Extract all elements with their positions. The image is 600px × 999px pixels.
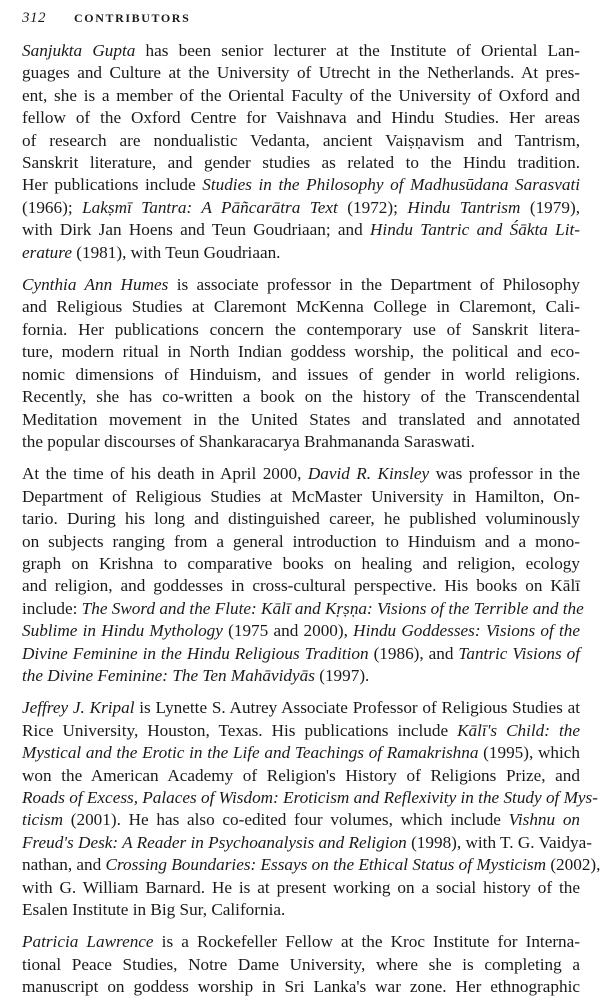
text-run: nathan, and (22, 855, 106, 875)
text-run: graph on Krishna to comparative books on healing and religion, ecology (22, 553, 580, 573)
text-line (22, 62, 580, 84)
text-run: At the time of his death in April 2000, (22, 464, 308, 484)
text-line (22, 954, 580, 976)
text-run: Her publications include (22, 175, 203, 195)
italic-text: Hindu Goddesses: Visions of the (353, 621, 580, 641)
text-line (22, 575, 580, 597)
text-line (22, 386, 580, 408)
text-run: is Lynette S. Autrey Associate Professor of Religious Studies at (134, 698, 580, 718)
text-run: ent, she is a member of the Oriental Faculty of the University of Oxford and (22, 85, 580, 105)
contributor-entry (22, 274, 580, 453)
italic-text: Studies in the Philosophy of Madhusūdana Sarasvati (202, 175, 580, 195)
italic-text: erature (22, 242, 72, 262)
text-line (22, 854, 600, 876)
text-line (22, 463, 580, 485)
italic-text: The Sword and the Flute: Kālī and Kṛṣṇa: Visions of the Terrible and the (81, 598, 584, 618)
running-head (22, 10, 580, 40)
italic-text: Hindu Tantrism (407, 197, 521, 217)
text-line (22, 40, 580, 62)
italic-text: ticism (22, 810, 64, 830)
text-run: (1986), and (368, 643, 459, 663)
text-line (22, 931, 580, 953)
italic-text: Jeffrey J. Kripal (22, 698, 135, 718)
text-line (22, 242, 580, 264)
text-run: and Religious Studies at Claremont McKenna College in Claremont, Cali- (22, 297, 580, 317)
text-line (22, 553, 580, 575)
text-run: on subjects ranging from a general introduction to Hinduism and a mono- (22, 531, 580, 551)
italic-text: Freud's Desk: A Reader in Psychoanalysis and Religion (22, 832, 407, 852)
text-run: and religion, and goddesses in cross-cultural perspective. His books on Kālī (22, 576, 580, 596)
text-line (22, 409, 580, 431)
text-run: guages and Culture at the University of Utrecht in the Netherlands. At pres- (22, 63, 580, 83)
italic-text: Crossing Boundaries: Essays on the Ethical Status of Mysticism (105, 855, 547, 875)
contributor-entry (22, 697, 600, 921)
text-line (22, 174, 580, 196)
text-line (22, 486, 580, 508)
text-run: Meditation movement in the United States and translated and annotated (22, 409, 580, 429)
text-run: (2002), (546, 855, 600, 875)
text-run: (1979), (520, 197, 580, 217)
italic-text: Cynthia Ann Humes (22, 275, 169, 295)
text-run: Sanskrit literature, and gender studies as related to the Hindu tradition. (22, 153, 580, 173)
text-line (22, 899, 580, 921)
text-line (22, 877, 580, 899)
italic-text: Sublime in Hindu Mythology (22, 621, 223, 641)
text-line (22, 197, 580, 219)
text-run: Recently, she has co-written a book on the history of the Transcendental (22, 387, 580, 407)
text-run: fornia. Her publications concern the contemporary use of Sanskrit litera- (22, 319, 580, 339)
text-run: won the American Academy of Religion's History of Religions Prize, and (22, 765, 580, 785)
text-line (22, 643, 580, 665)
text-run: of research are nondualistic Vedanta, ancient Vaiṣṇavism and Tantrism, (22, 130, 580, 150)
text-line (22, 765, 580, 787)
text-line (22, 274, 580, 296)
text-run: the popular discourses of Shankaracarya Brahmananda Saraswati. (22, 431, 475, 451)
text-run: (1995), which (478, 743, 580, 763)
text-line (22, 364, 580, 386)
text-line (22, 431, 580, 453)
contributor-entry (22, 931, 580, 998)
text-line (22, 85, 580, 107)
text-run: fellow of the Oxford Centre for Vaishnava and Hindu Studies. Her areas (22, 108, 580, 128)
text-run: nomic dimensions of Hinduism, and issues of gender in world religions. (22, 364, 580, 384)
text-line (22, 107, 580, 129)
text-run: (1997). (314, 665, 370, 685)
text-run: Esalen Institute in Big Sur, California. (22, 900, 286, 920)
text-line (22, 742, 580, 764)
text-line (22, 832, 592, 854)
text-run: include: (22, 598, 82, 618)
italic-text: Patricia Lawrence (22, 932, 154, 952)
italic-text: the Divine Feminine: The Ten Mahāvidyās (22, 665, 315, 685)
contributor-list (22, 40, 600, 999)
italic-text: Tantric Visions of (458, 643, 581, 663)
contributor-entry (22, 40, 580, 264)
text-run: Department of Religious Studies at McMaster University in Hamilton, On- (22, 486, 580, 506)
italic-text: Mystical and the Erotic in the Life and Teachings of Ramakrishna (22, 743, 479, 763)
text-run: is associate professor in the Department of Philosophy (168, 275, 580, 295)
text-run: ture, modern ritual in North Indian goddess worship, the political and eco- (22, 342, 580, 362)
text-line (22, 296, 580, 318)
text-line (22, 809, 580, 831)
text-line (22, 152, 580, 174)
text-line (22, 697, 580, 719)
text-run: tional Peace Studies, Notre Dame University, where she is completing a (22, 954, 580, 974)
contributor-entry (22, 463, 584, 687)
text-run: manuscript on goddess worship in Sri Lanka's war zone. Her ethnographic (22, 977, 580, 997)
text-run: is a Rockefeller Fellow at the Kroc Institute for Interna- (153, 932, 580, 952)
text-run: (1981), with Teun Goudriaan. (71, 242, 281, 262)
text-line (22, 787, 598, 809)
text-line (22, 130, 580, 152)
text-line (22, 598, 584, 620)
text-run: Rice University, Houston, Texas. His publications include (22, 720, 458, 740)
italic-text: Sanjukta Gupta (22, 41, 136, 60)
text-run: (2001). He has also co-edited four volumes, which include (63, 810, 509, 830)
text-run: (1972); (337, 197, 408, 217)
text-line (22, 219, 580, 241)
italic-text: David R. Kinsley (307, 464, 430, 484)
italic-text: Hindu Tantric and Śākta Lit- (370, 220, 580, 240)
text-line (22, 508, 580, 530)
text-run: (1998), with T. G. Vaidya- (406, 832, 592, 852)
text-run: with G. William Barnard. He is at present working on a social history of the (22, 877, 580, 897)
text-line (22, 976, 580, 998)
italic-text: Kālī's Child: the (457, 720, 580, 740)
italic-text: Divine Feminine in the Hindu Religious Tradition (22, 643, 369, 663)
section-title: CONTRIBUTORS (74, 11, 191, 25)
text-line (22, 319, 580, 341)
text-run: has been senior lecturer at the Institute of Oriental Lan- (135, 41, 580, 60)
italic-text: Roads of Excess, Palaces of Wisdom: Eroticism and Reflexivity in the Study of Mys- (22, 788, 598, 807)
text-line (22, 665, 580, 687)
italic-text: Vishnu on (508, 810, 581, 830)
text-line (22, 620, 580, 642)
text-line (22, 720, 580, 742)
text-run: (1975 and 2000), (222, 621, 354, 641)
text-run: was professor in the (429, 464, 580, 484)
text-run: tario. During his long and distinguished career, he published voluminously (22, 509, 580, 529)
page-number: 312 (22, 10, 46, 26)
text-run: with Dirk Jan Hoens and Teun Goudriaan; and (22, 220, 370, 240)
text-line (22, 341, 580, 363)
text-run: (1966); (22, 197, 83, 217)
text-line (22, 531, 580, 553)
italic-text: Lakṣmī Tantra: A Pāñcarātra Text (82, 197, 338, 217)
